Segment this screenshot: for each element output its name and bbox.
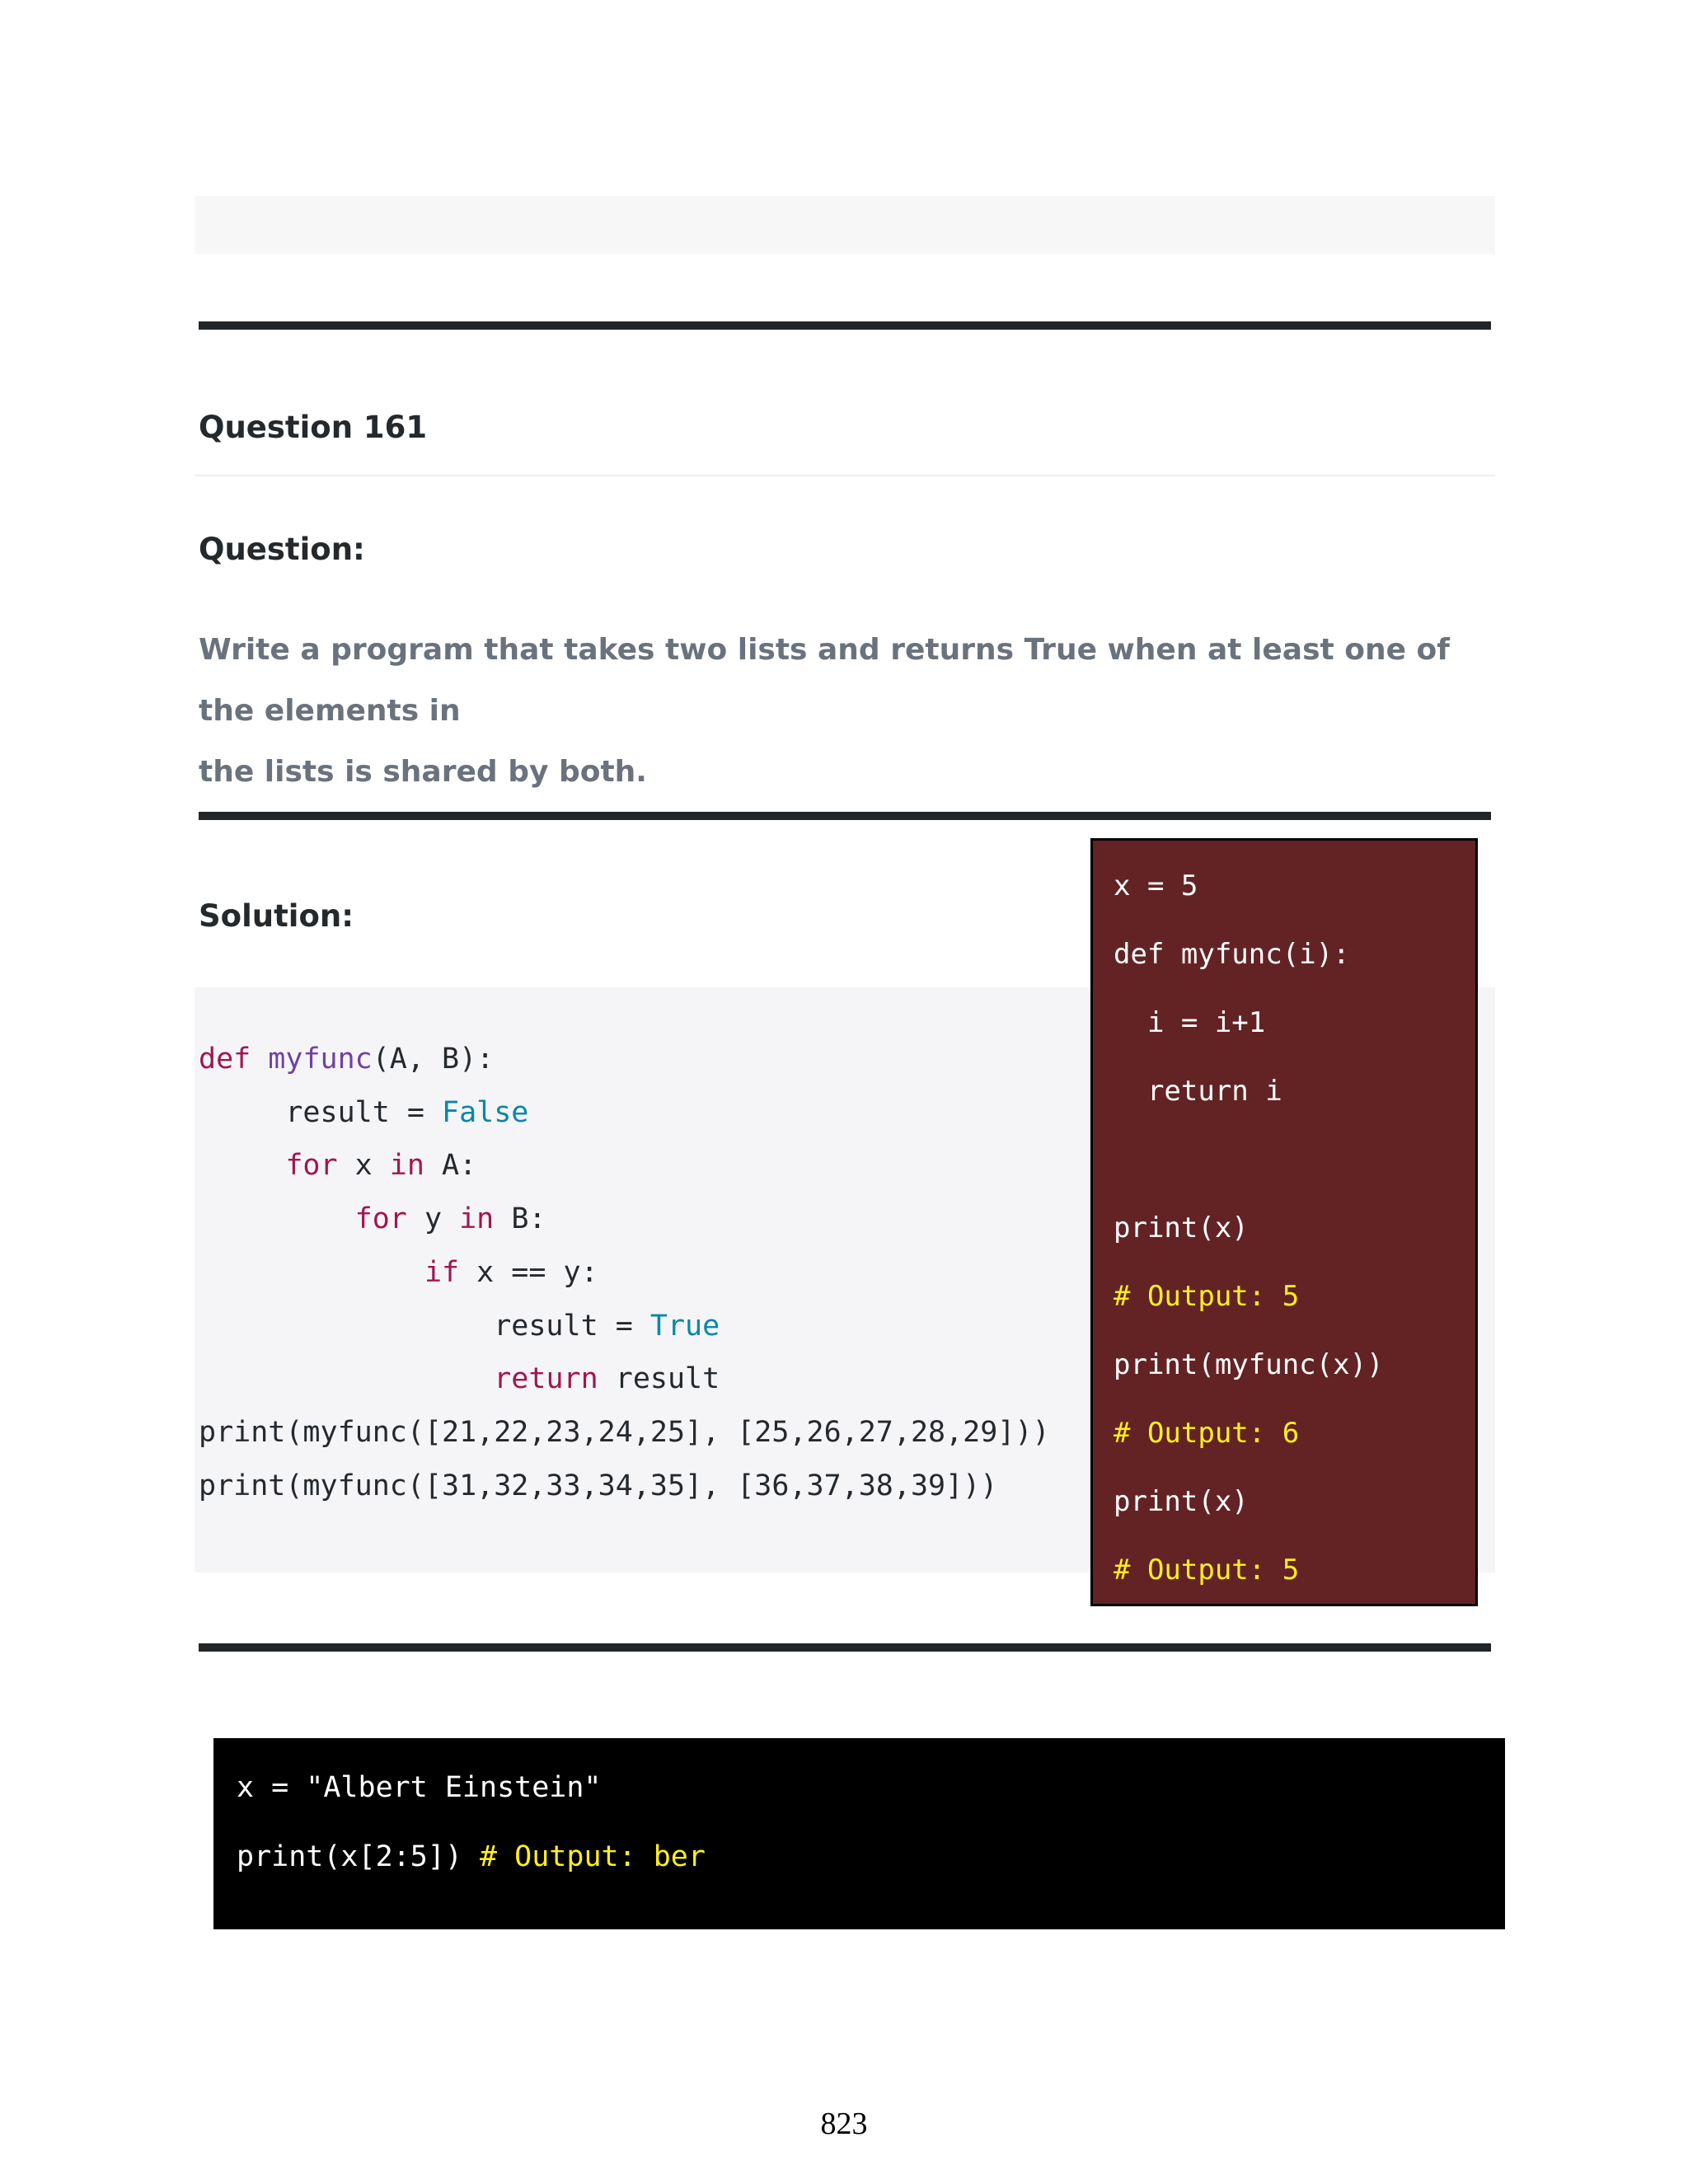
empty-code-block xyxy=(195,196,1495,254)
code-line: x = 5 xyxy=(1114,869,1198,902)
code-comment: # Output: ber xyxy=(480,1840,706,1873)
code-keyword: in xyxy=(389,1149,424,1183)
solution-label: Solution: xyxy=(199,898,354,934)
code-keyword: for xyxy=(354,1202,407,1236)
code-text: y xyxy=(406,1202,460,1236)
code-line: return i xyxy=(1114,1075,1282,1108)
example-code-box-red xyxy=(1090,838,1478,1606)
code-comment: # Output: 5 xyxy=(1114,1280,1300,1313)
question-number-heading: Question 161 xyxy=(199,410,428,445)
code-constant: True xyxy=(649,1309,720,1343)
question-label: Question: xyxy=(199,532,365,567)
question-text xyxy=(199,620,1501,803)
code-function-name: myfunc xyxy=(268,1043,373,1076)
solution-code xyxy=(199,1033,1050,1512)
code-text: print(myfunc([31,32,33,34,35], [36,37,38,39])) xyxy=(199,1469,998,1502)
code-indent xyxy=(199,1256,424,1289)
code-text: result xyxy=(598,1362,720,1396)
code-line: print(myfunc(x)) xyxy=(1114,1348,1384,1381)
code-line: i = i+1 xyxy=(1114,1006,1266,1039)
question-text-line: Write a program that takes two lists and returns True when at least one of the elements in xyxy=(199,633,1450,728)
code-text: x xyxy=(337,1149,390,1183)
question-text-line: the lists is shared by both. xyxy=(199,755,647,789)
code-line: x = "Albert Einstein" xyxy=(237,1771,602,1804)
code-keyword: def xyxy=(199,1043,251,1076)
code-line: print(x) xyxy=(1114,1212,1249,1244)
code-text: print(myfunc([21,22,23,24,25], [25,26,27,28,29])) xyxy=(199,1415,1050,1449)
code-comment: # Output: 5 xyxy=(1114,1554,1300,1586)
section-divider xyxy=(199,1643,1491,1652)
example-code xyxy=(1114,852,1384,1605)
code-indent xyxy=(199,1149,285,1182)
code-keyword: return xyxy=(494,1362,598,1396)
section-divider xyxy=(199,812,1491,820)
code-comment: # Output: 6 xyxy=(1114,1417,1300,1450)
code-indent xyxy=(199,1362,494,1395)
code-text: x == y: xyxy=(459,1255,598,1289)
code-constant: False xyxy=(442,1095,529,1129)
example-code xyxy=(237,1753,706,1891)
code-keyword: for xyxy=(285,1149,338,1183)
code-text: result = xyxy=(199,1309,650,1343)
code-line: def myfunc(i): xyxy=(1114,938,1350,971)
code-text: B: xyxy=(494,1202,546,1236)
code-indent xyxy=(199,1202,355,1235)
code-keyword: if xyxy=(424,1255,460,1289)
code-text: result = xyxy=(199,1095,443,1129)
page-number: 823 xyxy=(820,2107,868,2141)
heading-underline xyxy=(195,475,1495,476)
code-text: A: xyxy=(424,1149,477,1183)
code-keyword: in xyxy=(459,1202,495,1236)
code-text: (A, B): xyxy=(372,1043,495,1076)
section-divider xyxy=(199,321,1491,330)
code-line: print(x) xyxy=(1114,1485,1249,1518)
example-code-box-black xyxy=(213,1738,1505,1929)
code-line: print(x[2:5]) xyxy=(237,1840,481,1873)
